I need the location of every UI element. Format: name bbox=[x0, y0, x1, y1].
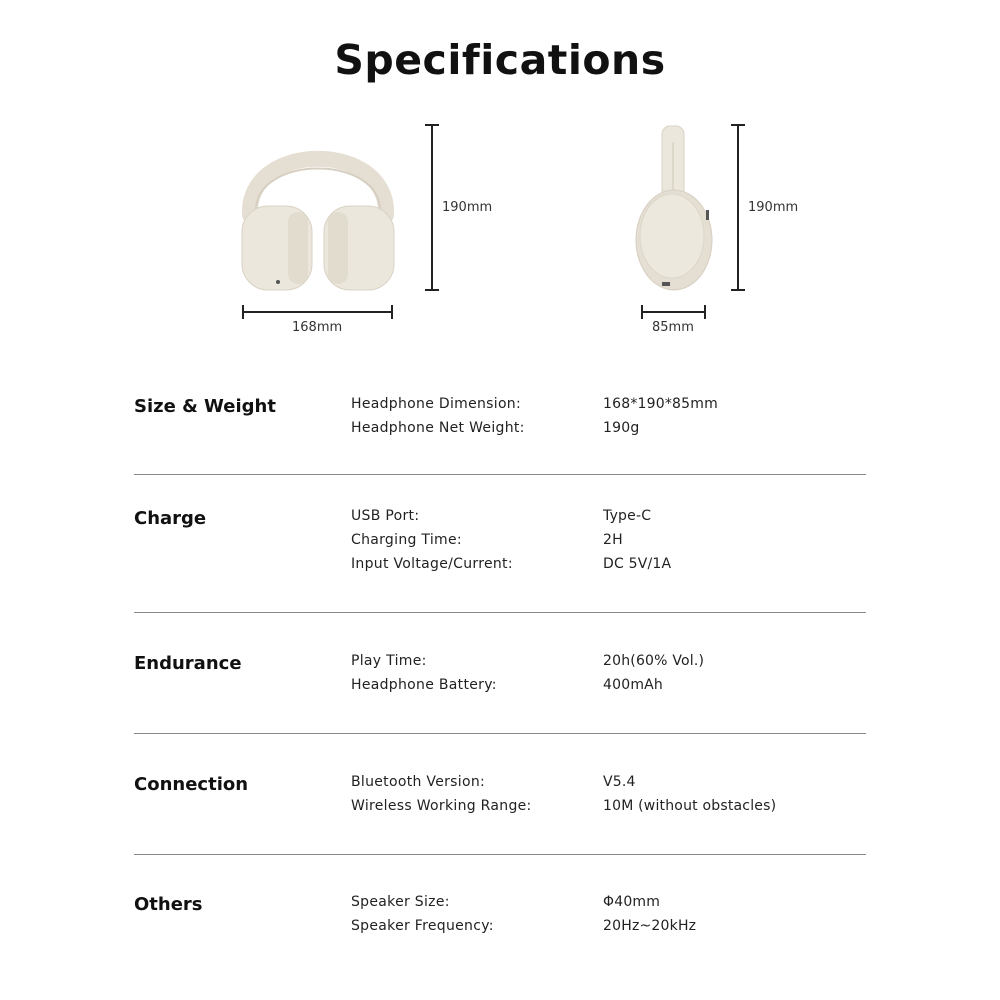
side-width-bar bbox=[641, 304, 707, 320]
spec-value: Φ40mm bbox=[603, 894, 661, 910]
side-height-bar bbox=[730, 124, 746, 292]
spec-row bbox=[351, 774, 866, 798]
spec-value: V5.4 bbox=[603, 774, 636, 790]
spec-label: Speaker Size: bbox=[351, 894, 450, 910]
section-divider bbox=[134, 612, 866, 613]
spec-value: 2H bbox=[603, 532, 623, 548]
spec-label: Headphone Dimension: bbox=[351, 396, 522, 412]
side-width-label: 85mm bbox=[652, 320, 694, 335]
section-title: Endurance bbox=[134, 653, 242, 674]
spec-label: Headphone Battery: bbox=[351, 677, 497, 693]
spec-label: USB Port: bbox=[351, 508, 420, 524]
page-title: Specifications bbox=[334, 36, 666, 84]
spec-value: 168*190*85mm bbox=[603, 396, 718, 412]
spec-row bbox=[351, 918, 866, 942]
spec-row bbox=[351, 798, 866, 822]
front-width-bar bbox=[242, 304, 394, 320]
spec-label: Input Voltage/Current: bbox=[351, 556, 513, 572]
section-title: Charge bbox=[134, 508, 207, 529]
spec-row bbox=[351, 894, 866, 918]
spec-label: Speaker Frequency: bbox=[351, 918, 494, 934]
spec-label: Headphone Net Weight: bbox=[351, 420, 525, 436]
spec-row bbox=[351, 420, 866, 444]
spec-row bbox=[351, 532, 866, 556]
front-width-label: 168mm bbox=[292, 320, 343, 335]
spec-value: DC 5V/1A bbox=[603, 556, 672, 572]
front-height-label: 190mm bbox=[442, 200, 493, 215]
spec-value: 400mAh bbox=[603, 677, 664, 693]
section-divider bbox=[134, 474, 866, 475]
spec-label: Bluetooth Version: bbox=[351, 774, 486, 790]
spec-row bbox=[351, 508, 866, 532]
headphone-front-image bbox=[236, 120, 400, 300]
section-divider bbox=[134, 733, 866, 734]
side-height-label: 190mm bbox=[748, 200, 799, 215]
spec-row bbox=[351, 653, 866, 677]
section-title: Size & Weight bbox=[134, 396, 276, 417]
spec-label: Wireless Working Range: bbox=[351, 798, 532, 814]
spec-value: 10M (without obstacles) bbox=[603, 798, 777, 814]
front-height-bar bbox=[424, 124, 440, 292]
section-title: Connection bbox=[134, 774, 249, 795]
spec-value: 20Hz~20kHz bbox=[603, 918, 697, 934]
section-divider bbox=[134, 854, 866, 855]
spec-row bbox=[351, 677, 866, 701]
headphone-side-image bbox=[632, 122, 716, 294]
spec-row bbox=[351, 396, 866, 420]
spec-row bbox=[351, 556, 866, 580]
section-title: Others bbox=[134, 894, 203, 915]
spec-label: Play Time: bbox=[351, 653, 427, 669]
spec-value: 20h(60% Vol.) bbox=[603, 653, 705, 669]
spec-value: Type-C bbox=[603, 508, 652, 524]
spec-value: 190g bbox=[603, 420, 640, 436]
spec-label: Charging Time: bbox=[351, 532, 462, 548]
